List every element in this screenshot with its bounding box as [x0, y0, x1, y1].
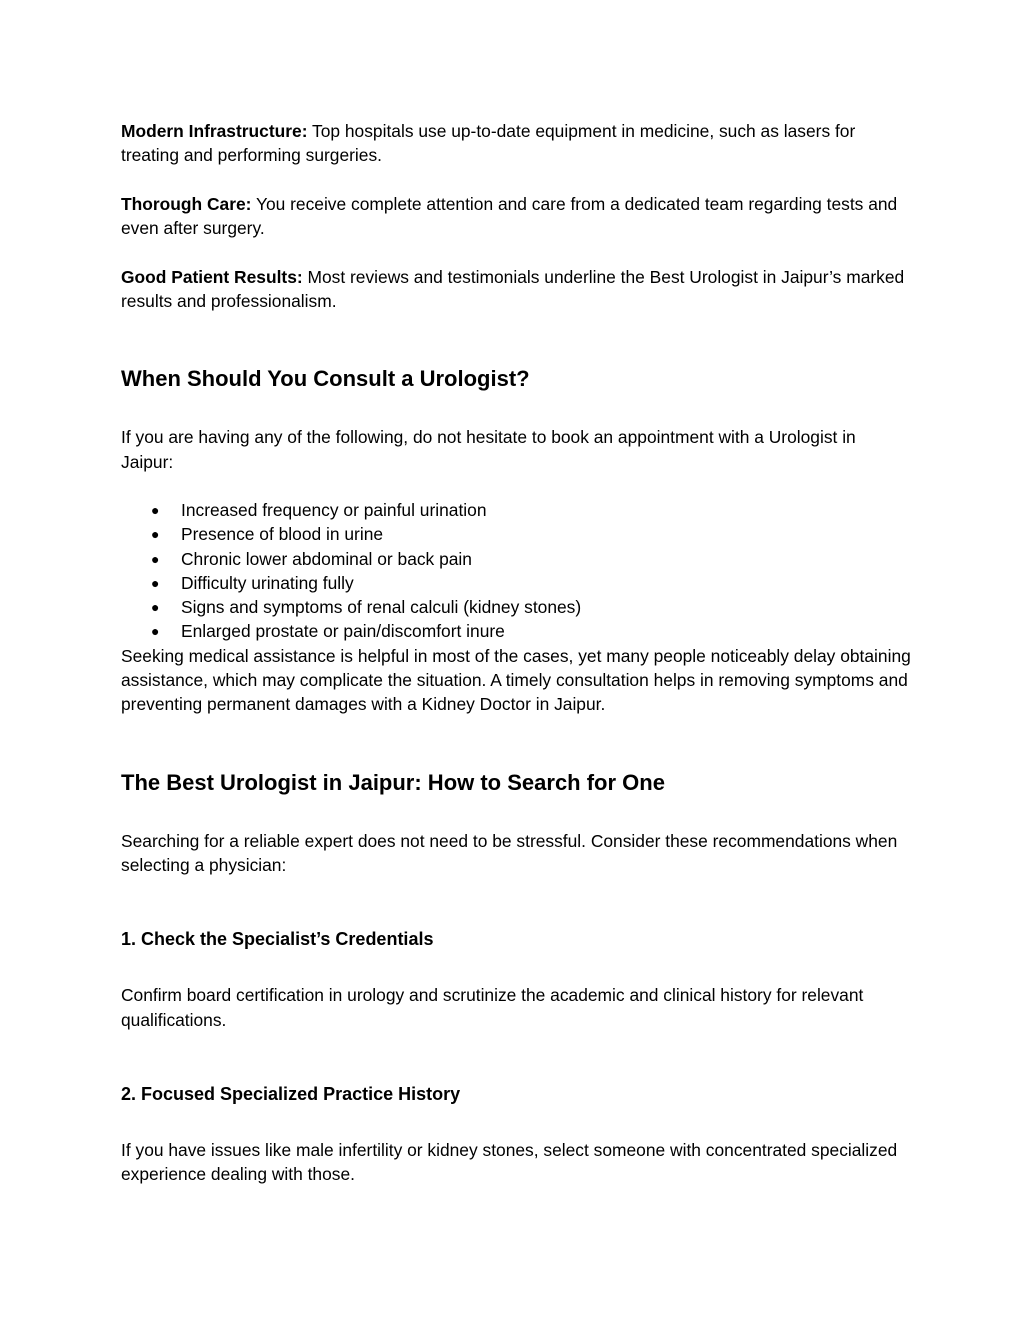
- list-item: [121, 522, 911, 546]
- bullet-icon: ●: [151, 550, 160, 567]
- list-item: [121, 571, 911, 595]
- bullet-icon: ●: [151, 574, 160, 591]
- list-item: [121, 547, 911, 571]
- list-item: [121, 498, 911, 522]
- list-item-text: Enlarged prostate or pain/discomfort inure: [181, 621, 505, 642]
- list-item-text: Signs and symptoms of renal calculi (kidney stones): [181, 597, 582, 618]
- feature-text: Most reviews and testimonials underline the Best Urologist in Jaipur’s marked results and professionalism.: [121, 266, 905, 312]
- bullet-icon: ●: [151, 599, 160, 616]
- feature-text: Top hospitals use up-to-date equipment in medicine, such as lasers for treating and performing surgeries.: [121, 121, 856, 166]
- list-item-text: Increased frequency or painful urination: [181, 499, 487, 520]
- feature-paragraph: [121, 192, 911, 241]
- list-item: [121, 595, 911, 619]
- subsection-text: Confirm board certification in urology and scrutinize the academic and clinical history for relevant qualifications.: [121, 985, 864, 1030]
- feature-lead: Good Patient Results:: [121, 266, 303, 287]
- feature-lead: Thorough Care:: [121, 193, 252, 214]
- section-intro: Searching for a reliable expert does not need to be stressful. Consider these recommendations when selecting a physician:: [121, 830, 898, 875]
- list-item-text: Difficulty urinating fully: [181, 572, 354, 593]
- section-heading: The Best Urologist in Jaipur: How to Search for One: [121, 769, 665, 795]
- feature-paragraph: [121, 265, 911, 314]
- document-page: [121, 119, 911, 1186]
- subsection-text: If you have issues like male infertility or kidney stones, select someone with concentrated specialized experience dealing with those.: [121, 1139, 898, 1185]
- symptom-list: [121, 498, 911, 644]
- subsection-heading: 1. Check the Specialist’s Credentials: [121, 929, 434, 950]
- bullet-icon: ●: [151, 623, 160, 640]
- bullet-icon: ●: [151, 501, 160, 518]
- bullet-icon: ●: [151, 526, 160, 543]
- section-outro: Seeking medical assistance is helpful in most of the cases, yet many people noticeably delay obtaining assistance, which may complicate the situation. A timely consultation helps in removing symptoms and preventing permanent damages with a Kidney Doctor in Jaipur.: [121, 645, 911, 715]
- feature-text: You receive complete attention and care from a dedicated team regarding tests and even after surgery.: [121, 193, 898, 239]
- section-heading: When Should You Consult a Urologist?: [121, 366, 530, 392]
- list-item: [121, 619, 911, 643]
- feature-paragraph: [121, 119, 911, 168]
- list-item-text: Chronic lower abdominal or back pain: [181, 548, 472, 569]
- feature-lead: Modern Infrastructure:: [121, 121, 308, 141]
- section-intro: If you are having any of the following, do not hesitate to book an appointment with a Urologist in Jaipur:: [121, 427, 856, 472]
- subsection-heading: 2. Focused Specialized Practice History: [121, 1083, 461, 1104]
- list-item-text: Presence of blood in urine: [181, 524, 384, 545]
